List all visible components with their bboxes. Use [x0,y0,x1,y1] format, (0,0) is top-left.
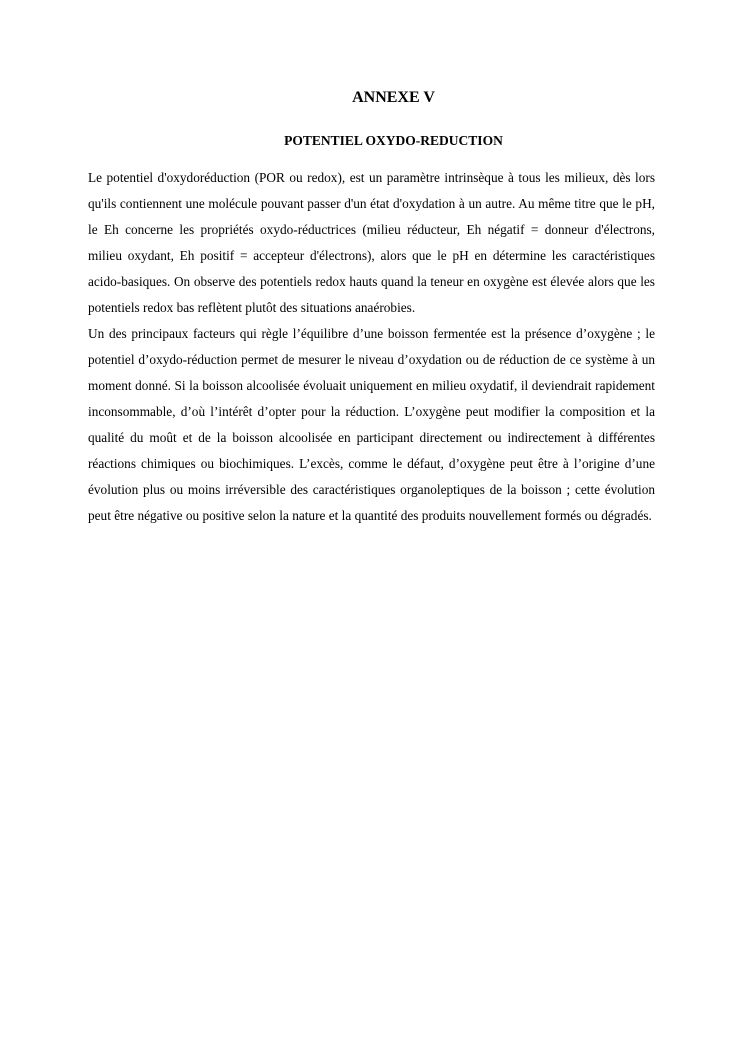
annex-title: ANNEXE V [352,89,435,106]
body-text [88,165,655,529]
section-title: POTENTIEL OXYDO-REDUCTION [284,133,503,148]
paragraph-oxygen-role: Un des principaux facteurs qui règle l’équilibre d’une boisson fermentée est la présence d’oxygène ; le potentiel d’oxydo-réduction permet de mesurer le niveau d’oxydation ou de réduction de ce système à un moment donné. Si la boisson alcoolisée évoluait uniquement en milieu oxydatif, il deviendrait rapidement inconsommable, d’où l’intérêt d’opter pour la réduction. L’oxygène peut modifier la composition et la qualité du moût et de la boisson alcoolisée en participant directement ou indirectement à différentes réactions chimiques ou biochimiques. L’excès, comme le défaut, d’oxygène peut être à l’origine d’une évolution plus ou moins irréversible des caractéristiques organoleptiques de la boisson ; cette évolution peut être négative ou positive selon la nature et la quantité des produits nouvellement formés ou dégradés. [88,326,655,523]
paragraph-redox-definition: Le potentiel d'oxydoréduction (POR ou redox), est un paramètre intrinsèque à tous les milieux, dès lors qu'ils contiennent une molécule pouvant passer d'un état d'oxydation à un autre. Au même titre que le pH, le Eh concerne les propriétés oxydo-réductrices (milieu réducteur, Eh négatif = donneur d'électrons, milieu oxydant, Eh positif = accepteur d'électrons), alors que le pH en détermine les caractéristiques acido-basiques. On observe des potentiels redox hauts quand la teneur en oxygène est élevée alors que les potentiels redox bas reflètent plutôt des situations anaérobies. [88,170,655,315]
